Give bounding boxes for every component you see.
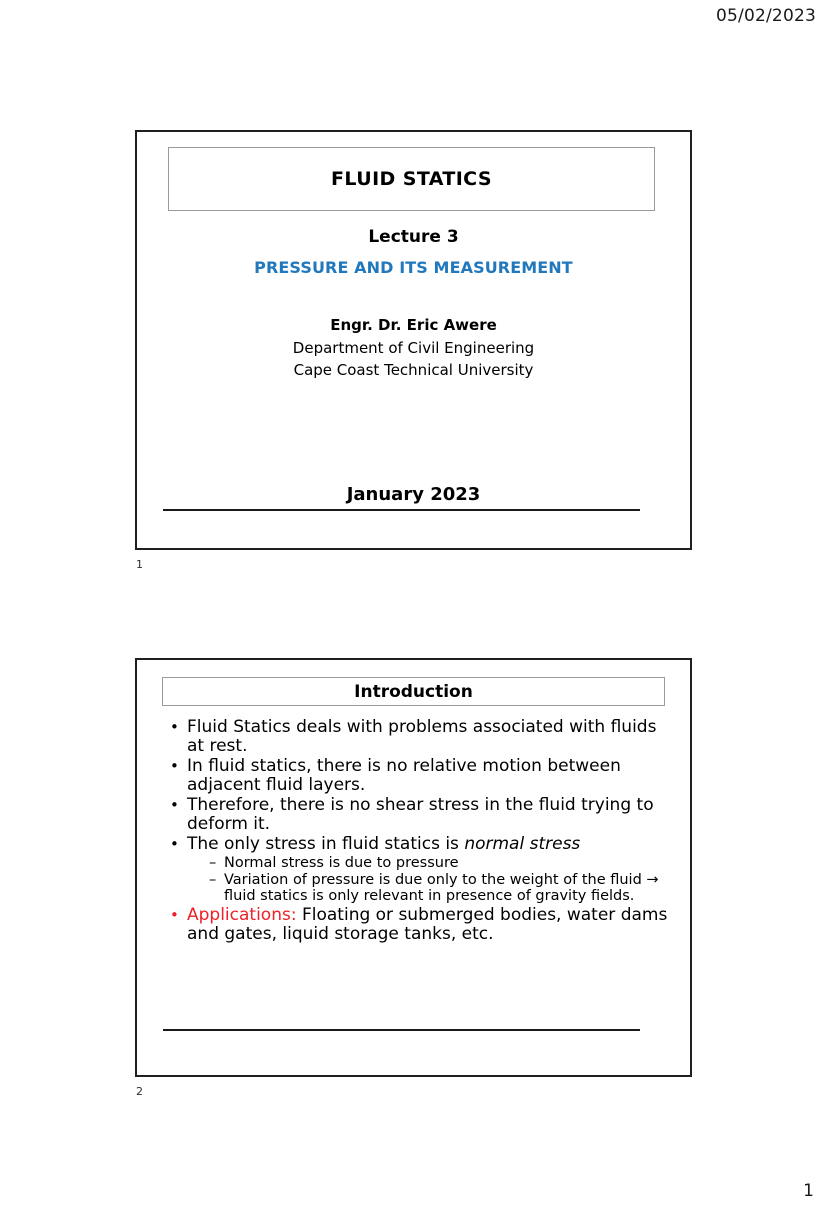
- slide-frame-1: [135, 130, 692, 550]
- lecture-label: Lecture 3: [368, 227, 459, 247]
- list-item-text: The only stress in fluid statics is: [187, 834, 465, 855]
- slide-2-title-box: [162, 677, 665, 706]
- slide-number-1: 1: [136, 558, 143, 571]
- sub-bullet-list: [187, 855, 668, 905]
- slide-2-title: Introduction: [354, 681, 473, 702]
- list-item-text: Fluid Statics deals with problems associated with fluids at rest.: [187, 717, 657, 756]
- lecture-subtitle: PRESSURE AND ITS MEASUREMENT: [254, 258, 573, 277]
- introduction-bullet-list: [163, 718, 668, 945]
- dash-marker-icon: –: [209, 854, 217, 871]
- dash-marker-icon: –: [209, 871, 217, 888]
- slide-1-title-box: [168, 147, 655, 211]
- list-item-emphasis: normal stress: [464, 834, 581, 855]
- list-item: [163, 718, 668, 755]
- list-item-text: In fluid statics, there is no relative motion between adjacent fluid layers.: [187, 756, 621, 795]
- bullet-marker-icon: •: [170, 906, 179, 925]
- bullet-marker-icon: •: [170, 796, 179, 815]
- presenter-organization: Cape Coast Technical University: [293, 361, 534, 379]
- document-date: 05/02/2023: [716, 6, 816, 26]
- slide-frame-2: [135, 658, 692, 1077]
- presenter-department: Department of Civil Engineering: [292, 339, 535, 357]
- list-item: [163, 796, 668, 833]
- slide-1-date: January 2023: [346, 484, 481, 505]
- slide-2-footer-rule: [163, 1029, 640, 1031]
- bullet-marker-icon: •: [170, 757, 179, 776]
- slide-1-title: FLUID STATICS: [331, 168, 492, 190]
- presenter-name: Engr. Dr. Eric Awere: [330, 316, 497, 334]
- list-item-applications: [163, 906, 668, 943]
- list-item: [163, 757, 668, 794]
- bullet-marker-icon: •: [170, 718, 179, 736]
- sub-list-item: [209, 872, 668, 904]
- applications-label: Applications:: [187, 905, 297, 926]
- list-item: [163, 835, 668, 904]
- slide-1-footer-rule: [163, 509, 640, 511]
- bullet-marker-icon: •: [170, 835, 179, 854]
- applications-text: Floating or submerged bodies, water dams and gates, liquid storage tanks, etc.: [187, 905, 668, 944]
- list-item-text: Therefore, there is no shear stress in the fluid trying to deform it.: [187, 795, 654, 834]
- sub-list-item-text: Variation of pressure is due only to the weight of the fluid → fluid statics is only relevant in presence of gravity fields.: [224, 871, 659, 905]
- sub-list-item-text: Normal stress is due to pressure: [224, 854, 459, 871]
- page-number: 1: [803, 1181, 814, 1201]
- slide-number-2: 2: [136, 1085, 143, 1098]
- sub-list-item: [209, 855, 668, 871]
